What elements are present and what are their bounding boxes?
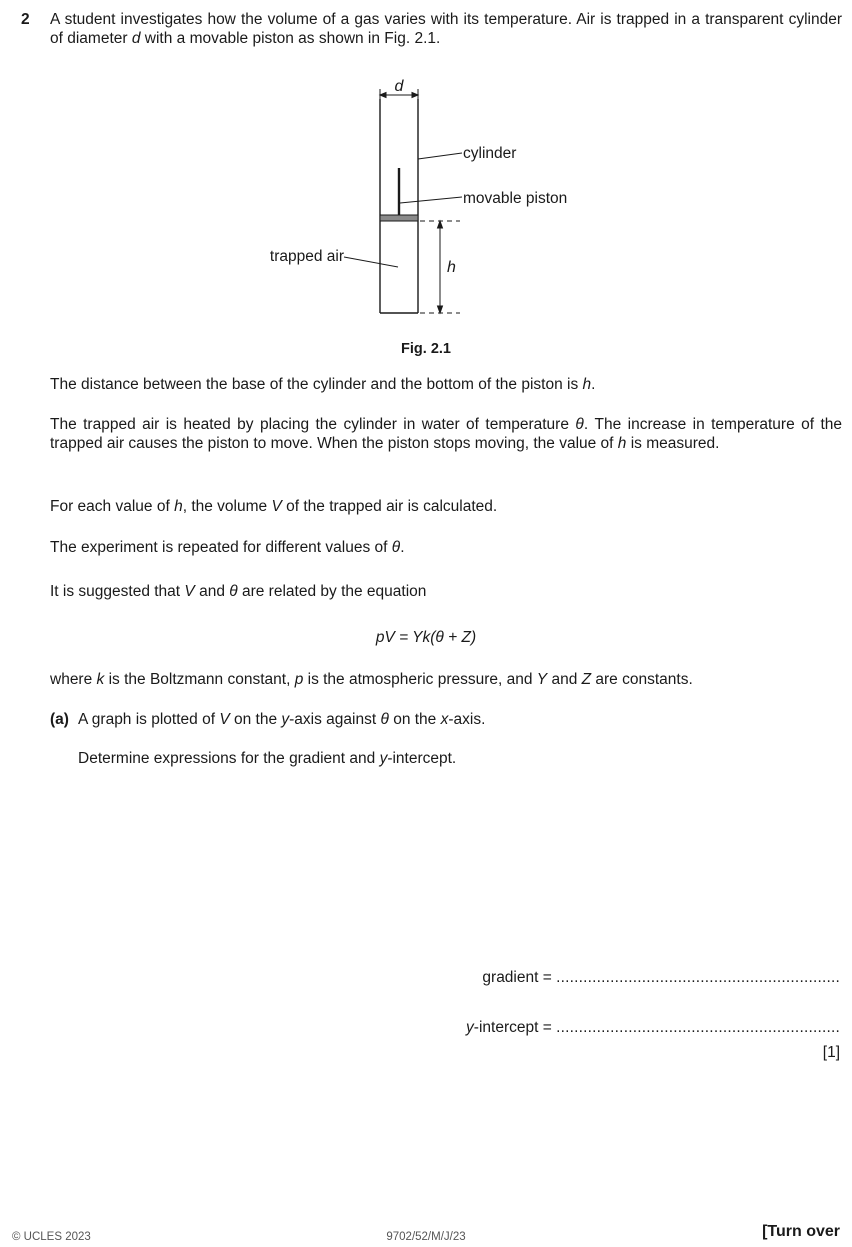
- gradient-answer-row[interactable]: [390, 968, 840, 987]
- intercept-answer-line[interactable]: ...............................................................: [556, 1019, 840, 1036]
- footer-paper-code: 9702/52/M/J/23: [386, 1231, 466, 1243]
- footer-copyright: © UCLES 2023: [12, 1231, 91, 1243]
- piston: [380, 215, 418, 221]
- part-a-instruction: Determine expressions for the gradient and y-intercept.: [78, 750, 457, 767]
- label-piston: movable piston: [463, 190, 568, 207]
- footer-turn-over: [Turn over: [762, 1223, 840, 1240]
- paragraph-heating: The trapped air is heated by placing the cylinder in water of temperature θ. The increase in temperature of the trapped air causes the piston to move. When the piston stops moving, the value of h is measured.: [50, 416, 842, 452]
- paragraph-volume: For each value of h, the volume V of the trapped air is calculated.: [50, 498, 498, 515]
- gradient-answer-line[interactable]: ...............................................................: [556, 969, 840, 986]
- intercept-label: y-intercept =: [466, 1019, 552, 1036]
- label-trapped-air: trapped air: [269, 248, 344, 265]
- question-number: 2: [21, 11, 30, 28]
- label-d: d: [394, 78, 404, 95]
- marks-indicator: [1]: [822, 1044, 840, 1061]
- equation: pV = Yk(θ + Z): [375, 629, 477, 646]
- paragraph-distance: The distance between the base of the cylinder and the bottom of the piston is h.: [50, 376, 596, 393]
- gradient-label: gradient =: [482, 969, 552, 986]
- paragraph-repeat: The experiment is repeated for different values of θ.: [50, 539, 405, 556]
- part-a-text: A graph is plotted of V on the y-axis against θ on the x-axis.: [78, 711, 486, 728]
- intercept-answer-row[interactable]: [390, 1018, 840, 1037]
- question-intro: A student investigates how the volume of a gas varies with its temperature. Air is trapped in a transparent cylinder of diameter d with a movable piston as shown in Fig. 2.1.: [50, 11, 842, 47]
- part-a-label: (a): [50, 711, 69, 728]
- label-cylinder: cylinder: [463, 145, 517, 162]
- paragraph-suggested: It is suggested that V and θ are related by the equation: [50, 583, 427, 600]
- figure-caption: Fig. 2.1: [401, 341, 451, 357]
- label-h: h: [447, 259, 456, 276]
- figure-cylinder-diagram: [250, 75, 630, 325]
- paragraph-constants: where k is the Boltzmann constant, p is the atmospheric pressure, and Y and Z are constants.: [50, 671, 693, 688]
